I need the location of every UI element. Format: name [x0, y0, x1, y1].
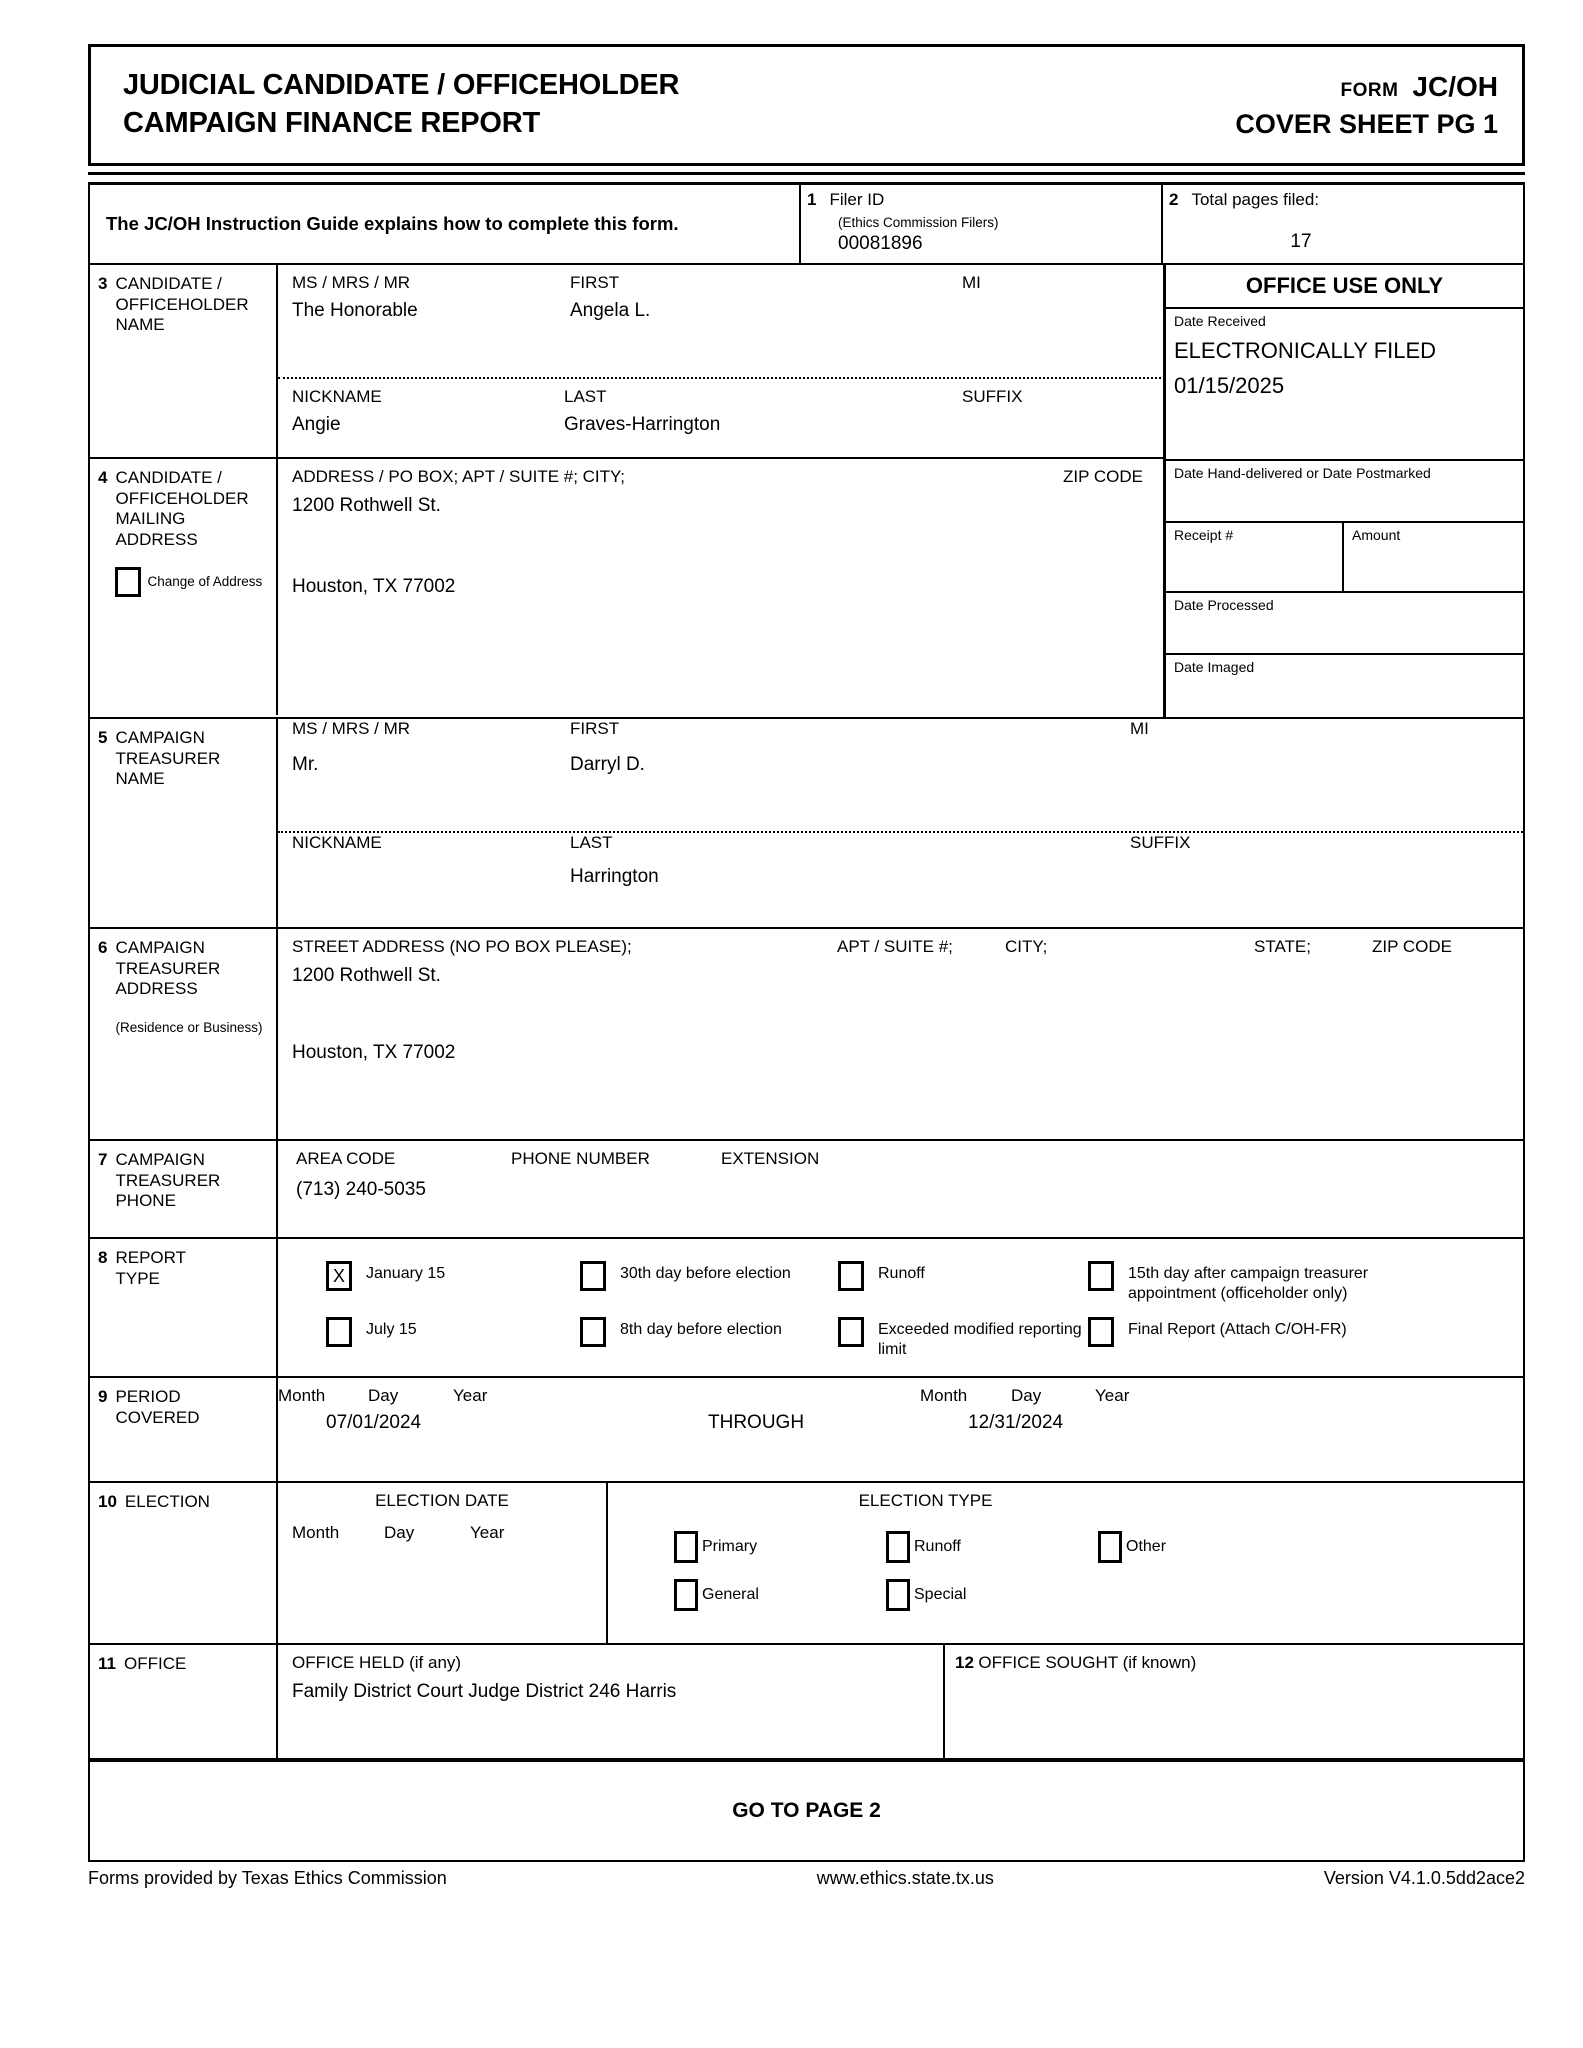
date-hand-delivered-cell [1166, 461, 1523, 523]
treasurer-address-line2[interactable]: Houston, TX 77002 [292, 1042, 456, 1063]
treasurer-address-label [115, 938, 262, 1037]
page-footer [88, 1868, 1525, 1889]
row-election [90, 1483, 1523, 1645]
election-date-cell [278, 1483, 608, 1643]
checkbox-exceeded-modified-reporting-limit[interactable] [838, 1317, 864, 1347]
period-covered-number: 9 [98, 1387, 108, 1406]
election-type-cell [608, 1483, 1523, 1643]
report-type-option-label: 15th day after campaign treasurer appointment (officeholder only) [1128, 1265, 1369, 1303]
go-to-page-2-banner: GO TO PAGE 2 [90, 1760, 1523, 1860]
election-label: ELECTION [124, 1492, 210, 1511]
office-use-only-title: OFFICE USE ONLY [1166, 265, 1523, 309]
treasurer-name-label-cell [90, 719, 278, 927]
report-type-option-runoff[interactable] [838, 1261, 1078, 1291]
candidate-name-label-l3: NAME [115, 315, 165, 335]
treasurer-phone-number: 7 [98, 1150, 108, 1169]
election-type-label: Other [1126, 1538, 1167, 1555]
election-type-label: Primary [702, 1538, 758, 1555]
checkbox-general[interactable] [674, 1579, 698, 1611]
date-received-value-1: ELECTRONICALLY FILED [1174, 338, 1437, 363]
mailing-address-label-cell [90, 459, 278, 715]
date-received-value-2: 01/15/2025 [1174, 373, 1285, 398]
total-pages-value[interactable]: 17 [1290, 230, 1312, 252]
treasurer-nickname-header: NICKNAME [292, 833, 382, 852]
report-type-option-label: 30th day before election [620, 1265, 791, 1282]
report-type-option-label: Final Report (Attach C/OH-FR) [1128, 1321, 1347, 1338]
election-type-header: ELECTION TYPE [858, 1491, 993, 1510]
form-code: JC/OH [1412, 71, 1498, 103]
treasurer-phone-label [115, 1150, 220, 1212]
report-type-option-15th-day[interactable] [1088, 1261, 1448, 1305]
footer-website: www.ethics.state.tx.us [816, 1868, 994, 1888]
checkbox-election-runoff[interactable] [886, 1531, 910, 1563]
candidate-name-number: 3 [98, 274, 108, 293]
total-pages-label: Total pages filed: [1191, 190, 1320, 209]
checkbox-30th-day-before-election[interactable] [580, 1261, 606, 1291]
change-of-address-checkbox[interactable] [115, 567, 141, 597]
candidate-name-label [115, 274, 248, 336]
treasurer-address-label-l1: CAMPAIGN [115, 938, 205, 957]
mailing-address-line1[interactable]: 1200 Rothwell St. [292, 495, 441, 516]
candidate-last-value[interactable]: Graves-Harrington [564, 414, 721, 435]
treasurer-phone-fields [278, 1141, 1523, 1237]
total-pages-number: 2 [1169, 190, 1179, 209]
election-type-runoff[interactable] [886, 1531, 961, 1563]
cover-sheet-label: COVER SHEET PG 1 [1235, 108, 1498, 139]
election-type-label: General [702, 1586, 759, 1603]
treasurer-address-label-l3: ADDRESS [115, 979, 198, 999]
row-treasurer-phone [90, 1141, 1523, 1239]
election-type-primary[interactable] [674, 1531, 757, 1563]
instruction-cell [90, 185, 801, 263]
names-and-address-column [90, 265, 1165, 717]
filer-id-label: Filer ID [829, 190, 885, 209]
date-processed-label: Date Processed [1174, 597, 1274, 613]
candidate-name-fields [278, 265, 1165, 457]
footer-version: Version V4.1.0.5dd2ace2 [1323, 1868, 1525, 1888]
election-number: 10 [98, 1492, 117, 1511]
period-to-day-header: Day [1011, 1386, 1042, 1405]
mailing-address-fields [278, 459, 1165, 715]
report-type-label-l2: TYPE [115, 1268, 160, 1288]
filer-id-cell [801, 185, 1163, 263]
treasurer-phone-label-l1: CAMPAIGN [115, 1150, 205, 1169]
office-label-cell [90, 1645, 278, 1758]
candidate-title-value[interactable]: The Honorable [292, 300, 418, 321]
form-label: FORM [1340, 80, 1399, 102]
candidate-nickname-header: NICKNAME [292, 387, 382, 406]
change-of-address-label: Change of Address [147, 573, 263, 589]
row-mailing-address [90, 459, 1165, 715]
mailing-address-label-l2: OFFICEHOLDER [115, 488, 249, 508]
period-from-year-header: Year [453, 1386, 488, 1405]
row-treasurer-address [90, 929, 1523, 1141]
amount-label: Amount [1352, 527, 1401, 543]
area-code-header: AREA CODE [296, 1149, 396, 1168]
period-from-month-header: Month [278, 1386, 326, 1405]
election-type-label: Special [914, 1586, 967, 1603]
treasurer-address-sublabel: (Residence or Business) [115, 1020, 263, 1036]
treasurer-state-header: STATE; [1254, 937, 1311, 956]
checkbox-special[interactable] [886, 1579, 910, 1611]
date-processed-cell [1166, 593, 1523, 655]
report-type-option-final-report[interactable] [1088, 1317, 1448, 1347]
candidate-name-label-l1: CANDIDATE / [115, 274, 222, 293]
mailing-address-zip-header: ZIP CODE [1063, 467, 1143, 486]
treasurer-first-value[interactable]: Darryl D. [570, 754, 645, 775]
candidate-name-label-cell [90, 265, 278, 457]
row-report-type [90, 1239, 1523, 1378]
treasurer-phone-value[interactable]: (713) 240-5035 [296, 1179, 426, 1200]
report-type-option-label: July 15 [366, 1321, 417, 1338]
treasurer-name-label-l3: NAME [115, 769, 165, 789]
amount-cell [1344, 523, 1523, 591]
election-type-label: Runoff [914, 1538, 961, 1555]
form-title-box [88, 44, 1525, 166]
report-type-label-l1: REPORT [115, 1248, 187, 1267]
form-identifier [1235, 69, 1498, 140]
treasurer-city-header: CITY; [1005, 937, 1048, 956]
period-covered-label-cell [90, 1378, 278, 1481]
filer-id-value[interactable]: 00081896 [838, 232, 923, 254]
report-type-option-8th-day[interactable] [580, 1317, 850, 1347]
election-day-header: Day [384, 1523, 415, 1542]
treasurer-address-number: 6 [98, 938, 108, 957]
office-sought-number: 12 [955, 1653, 974, 1672]
period-to-value[interactable]: 12/31/2024 [968, 1412, 1064, 1433]
form-title-line2: CAMPAIGN FINANCE REPORT [123, 107, 540, 139]
form-title [123, 67, 679, 142]
mailing-address-label-l1: CANDIDATE / [115, 468, 222, 487]
checkbox-15th-day-after-appointment[interactable] [1088, 1261, 1114, 1291]
row-treasurer-name [90, 719, 1523, 929]
office-sought-cell [945, 1645, 1523, 1758]
mailing-address-label-l3: MAILING [115, 509, 186, 529]
office-label: OFFICE [123, 1654, 187, 1673]
footer-provider: Forms provided by Texas Ethics Commission [88, 1868, 447, 1888]
election-type-other[interactable] [1098, 1531, 1166, 1563]
receipt-label: Receipt # [1174, 527, 1234, 543]
mailing-address-line2[interactable]: Houston, TX 77002 [292, 576, 456, 597]
report-type-option-label: 8th day before election [620, 1321, 782, 1338]
candidate-mi-header: MI [962, 273, 981, 292]
treasurer-phone-label-l3: PHONE [115, 1191, 176, 1211]
candidate-first-header: FIRST [570, 273, 620, 292]
report-type-label-cell [90, 1239, 278, 1376]
candidate-last-header: LAST [564, 387, 607, 406]
total-pages-cell [1163, 185, 1523, 263]
report-type-label [115, 1248, 186, 1289]
treasurer-name-label [115, 728, 220, 790]
treasurer-mi-header: MI [1130, 719, 1149, 738]
row-candidate-name [90, 265, 1165, 459]
candidate-suffix-header: SUFFIX [962, 387, 1023, 406]
candidate-first-value[interactable]: Angela L. [570, 300, 651, 321]
mailing-address-header: ADDRESS / PO BOX; APT / SUITE #; CITY; [292, 467, 626, 486]
office-sought-label: OFFICE SOUGHT (if known) [978, 1653, 1197, 1672]
election-year-header: Year [470, 1523, 505, 1542]
period-from-day-header: Day [368, 1386, 399, 1405]
treasurer-phone-label-cell [90, 1141, 278, 1237]
receipt-cell [1166, 523, 1344, 591]
treasurer-last-header: LAST [570, 833, 613, 852]
treasurer-address-fields [278, 929, 1523, 1139]
report-type-number: 8 [98, 1248, 108, 1267]
period-covered-label [115, 1387, 199, 1428]
treasurer-last-value[interactable]: Harrington [570, 866, 659, 887]
treasurer-address-line1[interactable]: 1200 Rothwell St. [292, 965, 441, 986]
treasurer-first-header: FIRST [570, 719, 620, 738]
period-covered-label-l2: COVERED [115, 1407, 200, 1427]
mailing-address-label [115, 468, 262, 597]
treasurer-name-label-l1: CAMPAIGN [115, 728, 205, 747]
period-from-value[interactable]: 07/01/2024 [326, 1412, 422, 1433]
checkbox-july-15[interactable] [326, 1317, 352, 1347]
date-received-label: Date Received [1174, 313, 1266, 329]
candidate-nickname-value[interactable]: Angie [292, 414, 341, 435]
receipt-amount-row [1166, 523, 1523, 593]
report-type-option-exceeded-limit[interactable] [838, 1317, 1083, 1361]
treasurer-title-value[interactable]: Mr. [292, 754, 319, 775]
report-type-option-label: Runoff [878, 1265, 925, 1282]
treasurer-phone-label-l2: TREASURER [115, 1170, 221, 1190]
mailing-address-number: 4 [98, 468, 108, 487]
phone-number-header: PHONE NUMBER [511, 1149, 650, 1168]
treasurer-name-fields [278, 719, 1523, 927]
checkbox-primary[interactable] [674, 1531, 698, 1563]
treasurer-address-label-cell [90, 929, 278, 1139]
period-to-year-header: Year [1095, 1386, 1130, 1405]
candidate-name-label-l2: OFFICEHOLDER [115, 294, 249, 314]
title-divider [88, 172, 1525, 175]
treasurer-name-number: 5 [98, 728, 108, 747]
period-covered-label-l1: PERIOD [115, 1387, 181, 1406]
date-imaged-cell [1166, 655, 1523, 717]
office-use-only-box [1163, 265, 1523, 717]
election-label-cell [90, 1483, 278, 1643]
date-hand-delivered-label: Date Hand-delivered or Date Postmarked [1174, 465, 1431, 481]
form-table [88, 182, 1525, 1862]
treasurer-suffix-header: SUFFIX [1130, 833, 1191, 852]
mailing-address-label-l4: ADDRESS [115, 530, 198, 550]
date-imaged-label: Date Imaged [1174, 659, 1255, 675]
checkbox-final-report[interactable] [1088, 1317, 1114, 1347]
checkbox-runoff[interactable] [838, 1261, 864, 1291]
extension-header: EXTENSION [721, 1149, 820, 1168]
treasurer-title-header: MS / MRS / MR [292, 719, 411, 738]
date-received-cell [1166, 309, 1523, 461]
checkbox-other[interactable] [1098, 1531, 1122, 1563]
election-type-special[interactable] [886, 1579, 966, 1611]
row-period-covered [90, 1378, 1523, 1483]
election-date-header: ELECTION DATE [375, 1491, 509, 1510]
instruction-text: The JC/OH Instruction Guide explains how to complete this form. [106, 213, 679, 234]
treasurer-street-header: STREET ADDRESS (NO PO BOX PLEASE); [292, 937, 632, 956]
report-type-option-label: Exceeded modified reporting limit [878, 1321, 1082, 1359]
row-filer-info [90, 185, 1523, 265]
report-type-option-july-15[interactable] [326, 1317, 566, 1347]
office-held-value[interactable]: Family District Court Judge District 246 Harris [292, 1681, 677, 1702]
election-type-general[interactable] [674, 1579, 759, 1611]
report-type-options [278, 1239, 1523, 1376]
candidate-title-header: MS / MRS / MR [292, 273, 411, 292]
row-office [90, 1645, 1523, 1760]
filer-id-number: 1 [807, 190, 817, 209]
election-month-header: Month [292, 1523, 340, 1542]
checkbox-january-15[interactable] [326, 1261, 352, 1291]
checkbox-8th-day-before-election[interactable] [580, 1317, 606, 1347]
filer-id-sublabel: (Ethics Commission Filers) [838, 214, 999, 230]
report-type-option-30th-day[interactable] [580, 1261, 850, 1291]
period-to-month-header: Month [920, 1386, 968, 1405]
report-type-option-january-15[interactable] [326, 1261, 566, 1291]
office-number: 11 [98, 1654, 116, 1673]
period-covered-fields [278, 1378, 1523, 1481]
report-type-option-label: January 15 [366, 1265, 446, 1282]
treasurer-zip-header: ZIP CODE [1372, 937, 1452, 956]
form-title-line1: JUDICIAL CANDIDATE / OFFICEHOLDER [123, 69, 680, 102]
treasurer-name-label-l2: TREASURER [115, 748, 221, 768]
treasurer-apt-header: APT / SUITE #; [837, 937, 953, 956]
office-held-label: OFFICE HELD (if any) [292, 1653, 462, 1672]
office-held-cell [278, 1645, 945, 1758]
treasurer-address-label-l2: TREASURER [115, 958, 221, 978]
period-through-label: THROUGH [708, 1412, 805, 1433]
section-names-and-office-use [90, 265, 1523, 719]
